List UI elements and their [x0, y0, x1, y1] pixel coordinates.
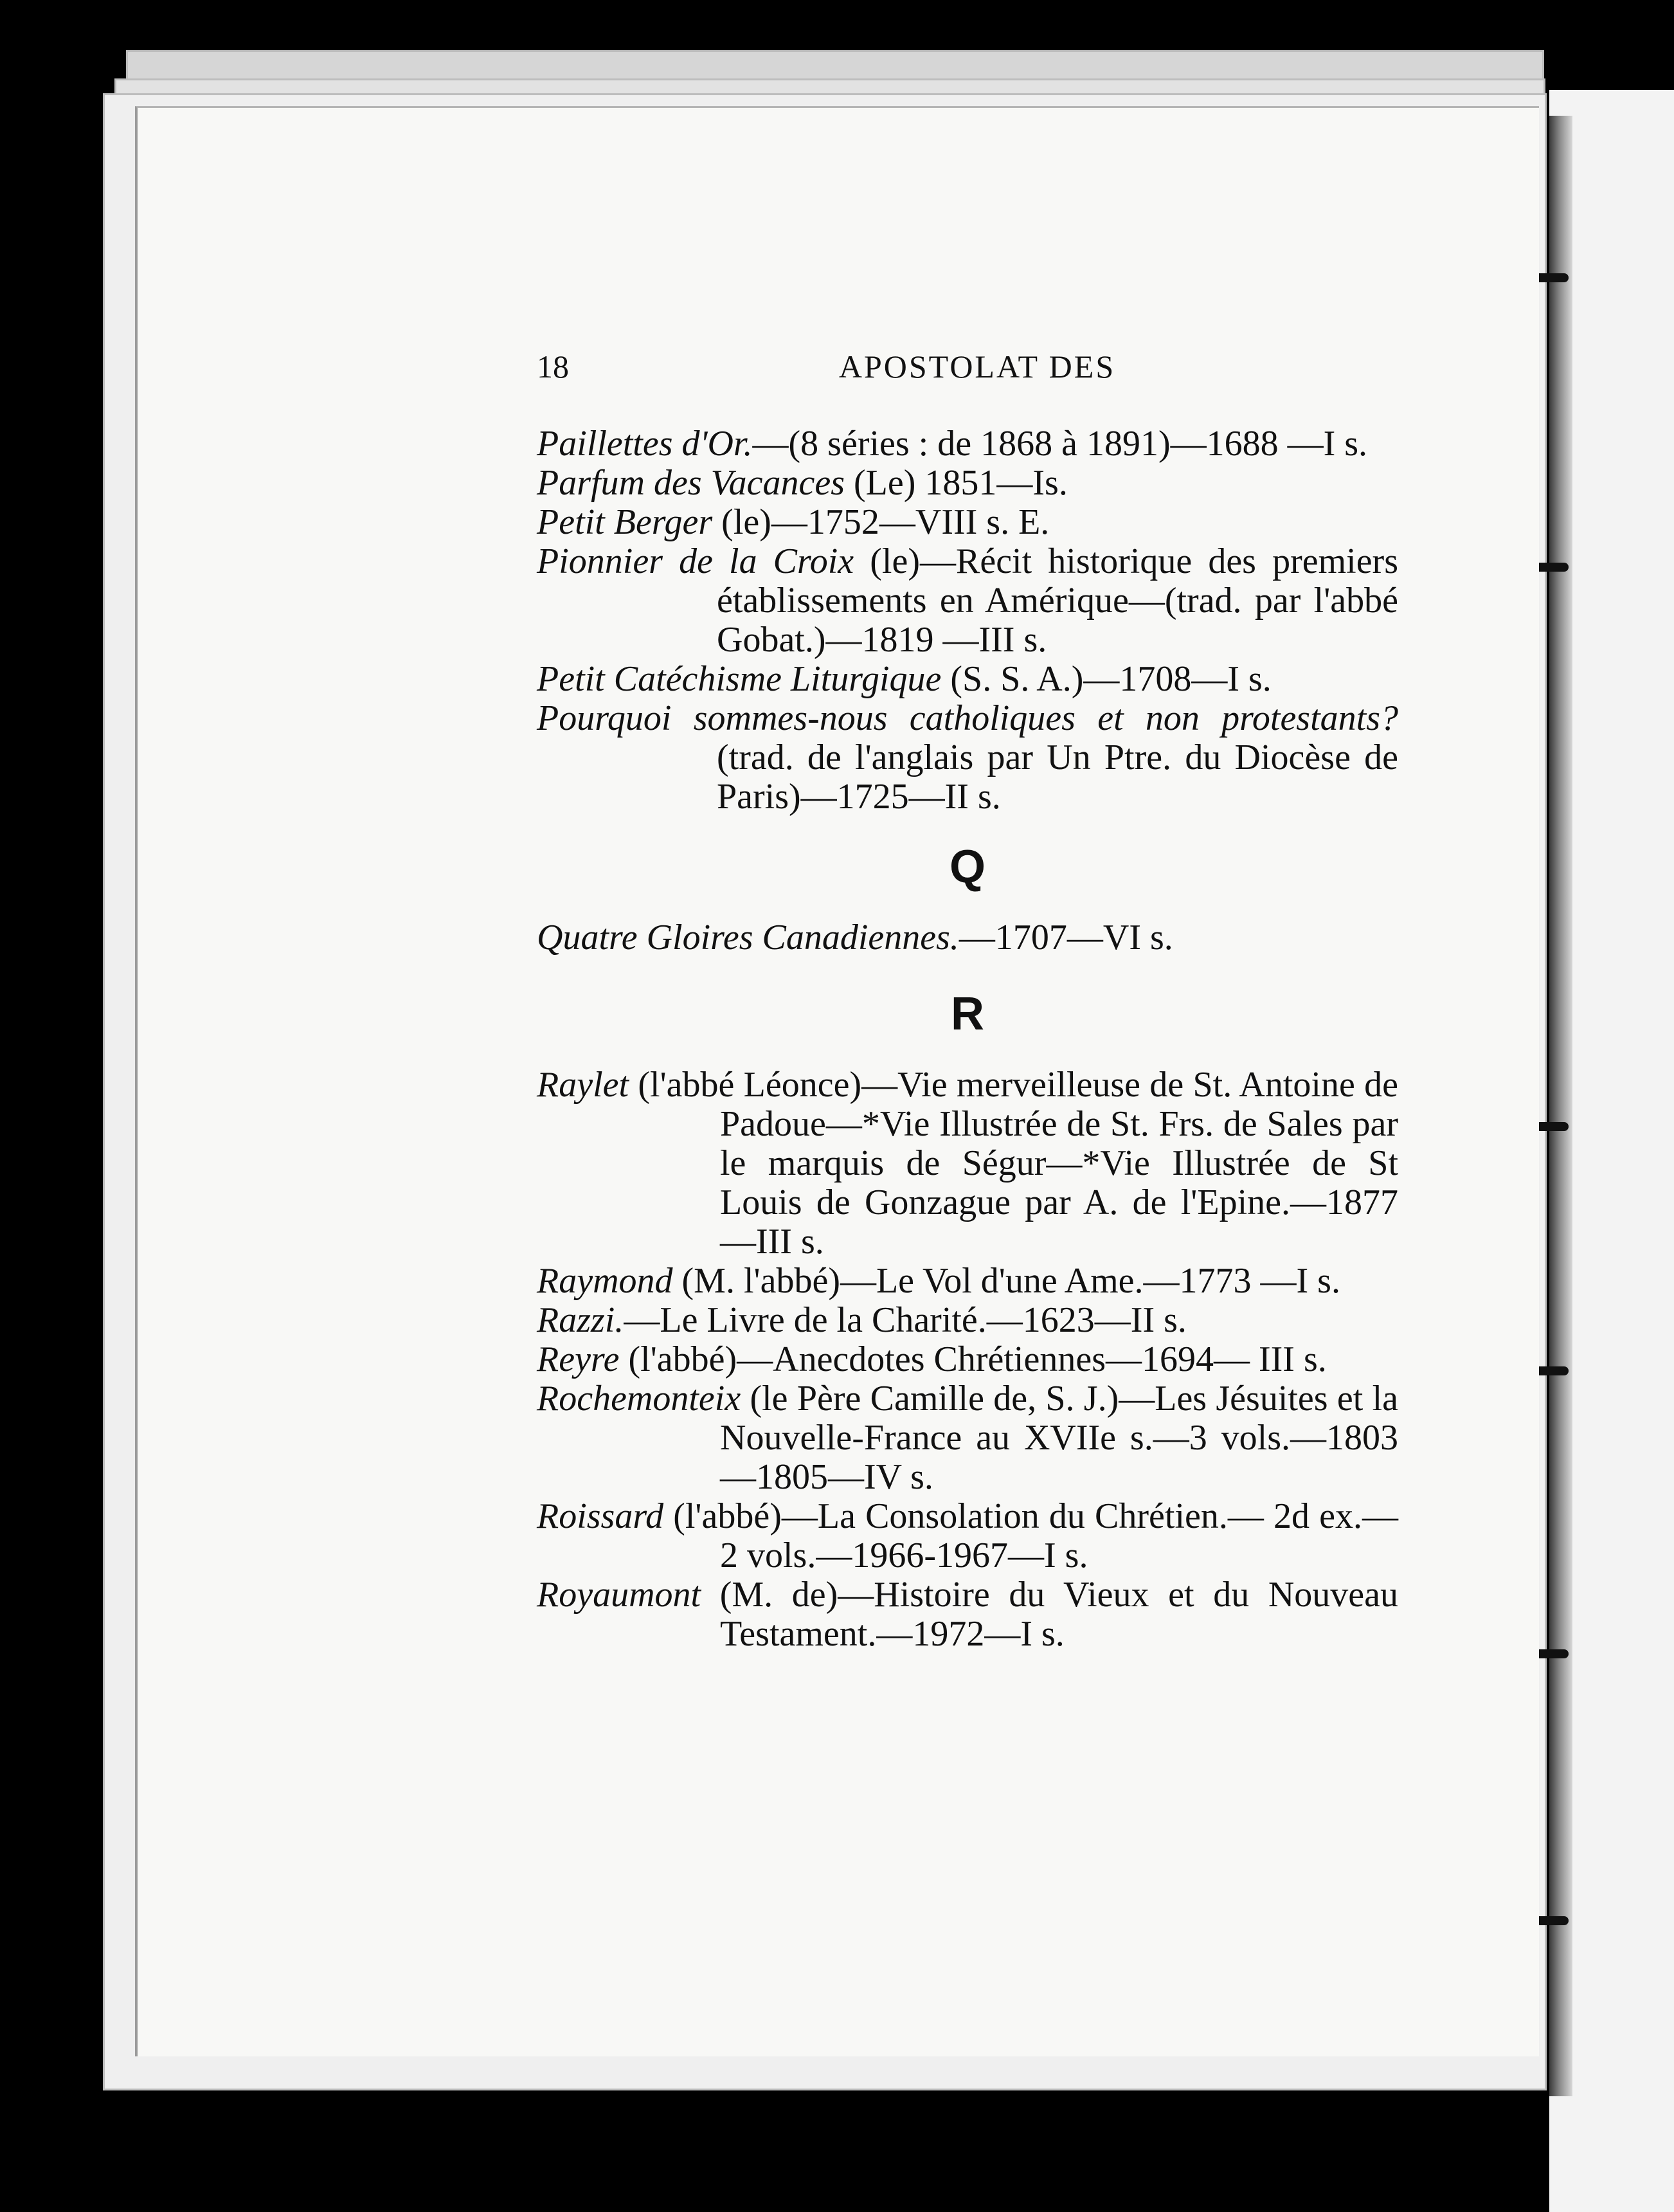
book-gutter: [1549, 116, 1572, 2096]
entry-title: Raymond: [537, 1261, 673, 1301]
bibliography-entry: [537, 1065, 1398, 1262]
entry-title: Paillettes d'Or.: [537, 424, 753, 464]
entry-title: Rochemonteix: [537, 1379, 741, 1419]
entry-title: Roissard: [537, 1496, 664, 1536]
bibliography-entry: [537, 1497, 1398, 1575]
entry-title: Parfum des Vacances: [537, 463, 845, 503]
bibliography-entry: [537, 542, 1398, 660]
bibliography-entry: [537, 1340, 1398, 1379]
entry-details: (l'abbé)—Anecdotes Chrétiennes—1694— III s.: [619, 1339, 1327, 1379]
entries-p: [537, 424, 1398, 817]
entry-title: Quatre Gloires Canadiennes.: [537, 918, 959, 957]
bibliography-entry: [537, 503, 1398, 542]
entry-details: —(8 séries : de 1868 à 1891)—1688 —I s.: [752, 424, 1368, 464]
entry-details: (M. l'abbé)—Le Vol d'une Ame.—1773 —I s.: [672, 1261, 1340, 1301]
entry-details: (M. de)—Histoire du Vieux et du Nouveau Testament.—1972—I s.: [701, 1575, 1398, 1654]
entry-details: (le Père Camille de, S. J.)—Les Jésuites et la Nouvelle-France au XVIIe s.—3 vols.—1803—1805—IV s.: [720, 1379, 1398, 1497]
entry-title: Razzi.: [537, 1300, 624, 1340]
page-content: [537, 347, 1398, 1654]
entry-details: (S. S. A.)—1708—I s.: [941, 659, 1272, 699]
entry-details: —1707—VI s.: [959, 918, 1173, 957]
bibliography-entry: [537, 660, 1398, 699]
entry-title: Reyre: [537, 1339, 620, 1379]
entries-q: [537, 918, 1398, 957]
entry-title: Royaumont: [537, 1575, 701, 1615]
bibliography-entry: [537, 1301, 1398, 1340]
entry-details: (trad. de l'anglais par Un Ptre. du Diocèse de Paris)—1725—II s.: [717, 738, 1398, 817]
section-letter-q: Q: [949, 841, 986, 893]
page-number: 18: [537, 349, 569, 385]
bibliography-entry: [537, 464, 1398, 503]
entry-details: —Le Livre de la Charité.—1623—II s.: [624, 1300, 1187, 1340]
entries-r: [537, 1065, 1398, 1654]
entry-details: (le)—Récit historique des premiers établissements en Amérique—(trad. par l'abbé Gobat.)—1819 —III s.: [717, 541, 1398, 660]
section-letter-r: R: [951, 988, 984, 1040]
entry-title: Petit Berger: [537, 502, 713, 542]
page-header: [537, 347, 1398, 392]
bibliography-entry: [537, 1262, 1398, 1301]
bibliography-entry: [537, 1379, 1398, 1497]
bibliography-entry: [537, 699, 1398, 817]
entry-details: (le)—1752—VIII s. E.: [712, 502, 1050, 542]
entry-title: Pionnier de la Croix: [537, 541, 854, 581]
running-title: APOSTOLAT DES: [838, 349, 1116, 385]
entry-title: Petit Catéchisme Liturgique: [537, 659, 942, 699]
bibliography-entry: [537, 918, 1398, 957]
entry-title: Raylet: [537, 1065, 629, 1105]
entry-details: (Le) 1851—Is.: [845, 463, 1068, 503]
entry-details: (l'abbé Léonce)—Vie merveilleuse de St. Antoine de Padoue—*Vie Illustrée de St. Frs. de Sales par le marquis de Ségur—*Vie Illustrée de St Louis de Gonzague par A. de l'Epine.—1877—III s.: [629, 1065, 1398, 1262]
bibliography-entry: [537, 1575, 1398, 1654]
entry-details: (l'abbé)—La Consolation du Chrétien.— 2d ex.—2 vols.—1966-1967—I s.: [663, 1496, 1398, 1575]
bibliography-entry: [537, 424, 1398, 464]
entry-title: Pourquoi sommes-nous catholiques et non protestants?: [537, 698, 1398, 738]
